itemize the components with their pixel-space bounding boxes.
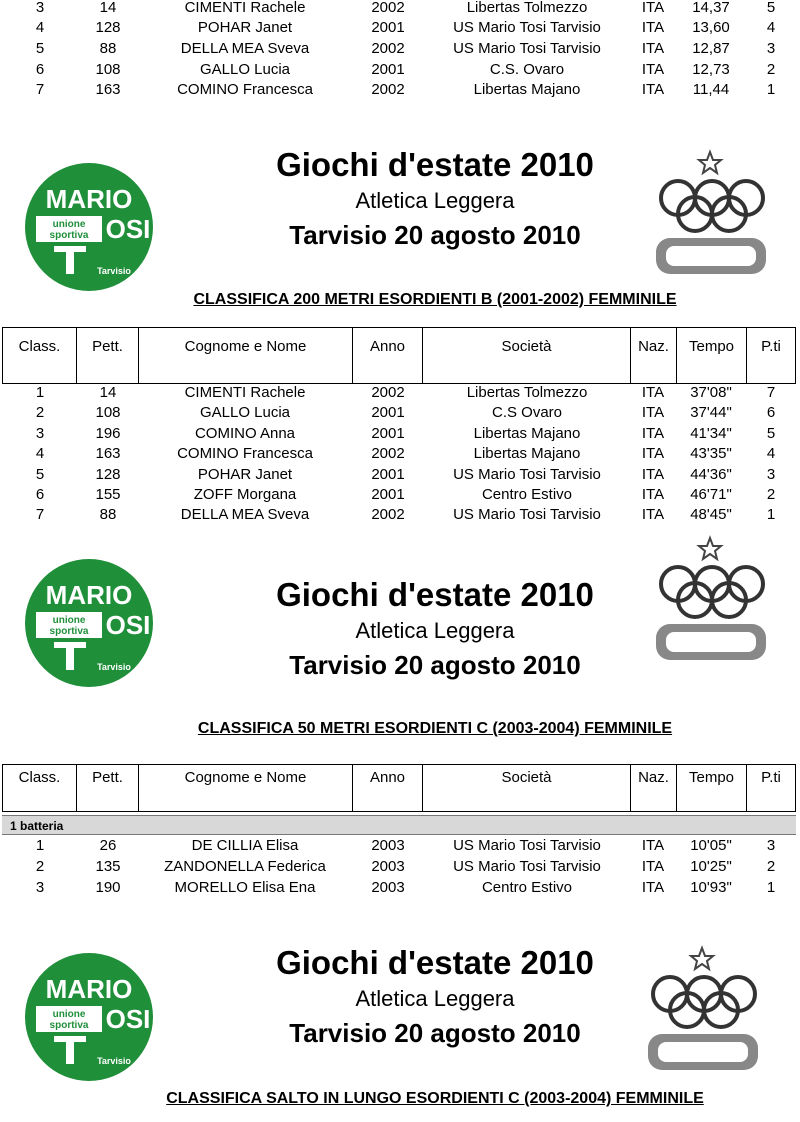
olympic-rings-icon xyxy=(640,944,770,1074)
table-row xyxy=(0,836,800,856)
table-cell: 14,37 xyxy=(692,0,730,16)
table-cell: Centro Estivo xyxy=(481,486,573,503)
table-cell: US Mario Tosi Tarvisio xyxy=(453,837,601,854)
table-cell: 163 xyxy=(95,81,121,98)
table-cell: US Mario Tosi Tarvisio xyxy=(453,506,601,523)
table-cell: ITA xyxy=(641,486,665,503)
table-cell: 196 xyxy=(95,425,121,442)
table-cell: 2002 xyxy=(371,445,405,462)
table-cell: ZOFF Morgana xyxy=(193,486,297,503)
table-cell: 43'35" xyxy=(690,445,732,462)
svg-text:unione: unione xyxy=(52,219,86,230)
table-cell: ITA xyxy=(641,404,665,421)
table-cell: 155 xyxy=(95,486,121,503)
table-cell: 48'45" xyxy=(690,506,732,523)
table-cell: 4 xyxy=(766,445,776,462)
table-cell: 3 xyxy=(766,40,776,57)
table-cell: 2002 xyxy=(371,384,405,401)
table-cell: 2002 xyxy=(371,506,405,523)
table-cell: Libertas Majano xyxy=(473,445,581,462)
table-cell: 3 xyxy=(766,466,776,483)
table-cell: DE CILLIA Elisa xyxy=(191,837,299,854)
results-table-1 xyxy=(0,0,800,100)
table-cell: Libertas Majano xyxy=(473,81,581,98)
table-cell: Libertas Majano xyxy=(473,425,581,442)
table-cell: 3 xyxy=(35,0,45,16)
section-caption: CLASSIFICA 50 METRI ESORDIENTI C (2003-2004) FEMMINILE xyxy=(197,720,673,737)
table-cell: 46'71" xyxy=(690,486,732,503)
table-cell: ITA xyxy=(641,837,665,854)
table-cell: 2003 xyxy=(371,837,405,854)
table-cell: US Mario Tosi Tarvisio xyxy=(453,466,601,483)
table-cell: CIMENTI Rachele xyxy=(184,384,306,401)
table-cell: 2001 xyxy=(371,19,405,36)
event-title: Giochi d'estate 2010 xyxy=(276,944,594,981)
table-cell: ITA xyxy=(641,81,665,98)
table-cell: 10'93" xyxy=(690,879,732,896)
table-cell: 4 xyxy=(35,445,45,462)
table-row xyxy=(0,39,800,59)
table-row xyxy=(0,878,800,898)
olympic-rings-icon xyxy=(648,534,778,664)
table-row xyxy=(0,18,800,38)
table-cell: 44'36" xyxy=(690,466,732,483)
table-cell: ITA xyxy=(641,61,665,78)
event-title: Giochi d'estate 2010 xyxy=(276,146,594,183)
svg-text:unione: unione xyxy=(52,1009,86,1020)
event-place-date: Tarvisio 20 agosto 2010 xyxy=(289,220,581,250)
table-cell: 2002 xyxy=(371,0,405,16)
table-row xyxy=(0,505,800,525)
table-cell: 12,73 xyxy=(692,61,730,78)
event-subtitle: Atletica Leggera xyxy=(355,188,515,213)
table-header: Class. Pett. Cognome e Nome Anno Società Naz. Tempo P.ti xyxy=(2,327,796,384)
table-cell: 108 xyxy=(95,61,121,78)
table-cell: GALLO Lucia xyxy=(199,404,291,421)
table-cell: 3 xyxy=(35,879,45,896)
mario-tosi-logo xyxy=(24,162,154,292)
svg-text:Tarvisio: Tarvisio xyxy=(97,266,131,276)
table-cell: ZANDONELLA Federica xyxy=(164,858,326,875)
table-cell: 5 xyxy=(35,40,45,57)
table-cell: Libertas Tolmezzo xyxy=(466,0,588,16)
table-cell: POHAR Janet xyxy=(197,19,293,36)
table-row xyxy=(0,424,800,444)
table-cell: 10'25" xyxy=(690,858,732,875)
table-cell: 5 xyxy=(35,466,45,483)
event-header-2 xyxy=(0,530,800,750)
table-cell: ITA xyxy=(641,0,665,16)
table-cell: COMINO Francesca xyxy=(177,445,313,462)
results-table-3 xyxy=(0,836,800,900)
section-caption: CLASSIFICA SALTO IN LUNGO ESORDIENTI C (2003-2004) FEMMINILE xyxy=(166,1090,704,1107)
table-cell: 5 xyxy=(766,425,776,442)
table-cell: ITA xyxy=(641,466,665,483)
svg-text:sportiva: sportiva xyxy=(49,230,89,241)
table-cell: 2001 xyxy=(371,486,405,503)
section-caption: CLASSIFICA 200 METRI ESORDIENTI B (2001-2002) FEMMINILE xyxy=(193,291,677,308)
table-cell: 10'05" xyxy=(690,837,732,854)
table-cell: 6 xyxy=(35,486,45,503)
table-cell: 26 xyxy=(99,837,117,854)
event-title: Giochi d'estate 2010 xyxy=(276,576,594,613)
table-row xyxy=(0,857,800,877)
table-cell: CIMENTI Rachele xyxy=(184,0,306,16)
event-place-date: Tarvisio 20 agosto 2010 xyxy=(289,650,581,680)
svg-text:Tarvisio: Tarvisio xyxy=(97,662,131,672)
table-cell: Libertas Tolmezzo xyxy=(466,384,588,401)
table-cell: DELLA MEA Sveva xyxy=(180,506,310,523)
table-cell: 1 xyxy=(35,384,45,401)
table-cell: 2 xyxy=(766,61,776,78)
table-cell: 1 xyxy=(766,879,776,896)
table-cell: ITA xyxy=(641,445,665,462)
table-cell: 12,87 xyxy=(692,40,730,57)
table-cell: 190 xyxy=(95,879,121,896)
table-cell: 7 xyxy=(35,81,45,98)
table-cell: 128 xyxy=(95,19,121,36)
table-cell: POHAR Janet xyxy=(197,466,293,483)
svg-text:sportiva: sportiva xyxy=(49,626,89,637)
table-cell: 6 xyxy=(766,404,776,421)
table-cell: 13,60 xyxy=(692,19,730,36)
table-cell: 37'44" xyxy=(690,404,732,421)
table-cell: 7 xyxy=(35,506,45,523)
event-header-3 xyxy=(0,930,800,1122)
svg-text:OSI: OSI xyxy=(105,1004,151,1034)
table-cell: 7 xyxy=(766,384,776,401)
table-cell: 3 xyxy=(766,837,776,854)
table-cell: MORELLO Elisa Ena xyxy=(174,879,316,896)
table-cell: 2001 xyxy=(371,404,405,421)
table-cell: 2001 xyxy=(371,425,405,442)
svg-text:Tarvisio: Tarvisio xyxy=(97,1056,131,1066)
table-cell: 88 xyxy=(99,40,117,57)
table-cell: US Mario Tosi Tarvisio xyxy=(453,858,601,875)
table-row xyxy=(0,0,800,18)
table-row xyxy=(0,465,800,485)
table-cell: 14 xyxy=(99,384,117,401)
table-cell: C.S. Ovaro xyxy=(489,61,565,78)
table-cell: DELLA MEA Sveva xyxy=(180,40,310,57)
svg-text:unione: unione xyxy=(52,615,86,626)
table-cell: 2002 xyxy=(371,81,405,98)
table-cell: 14 xyxy=(99,0,117,16)
table-row xyxy=(0,80,800,100)
table-cell: 2001 xyxy=(371,61,405,78)
table-cell: ITA xyxy=(641,506,665,523)
table-cell: 163 xyxy=(95,445,121,462)
table-cell: 135 xyxy=(95,858,121,875)
table-cell: 2 xyxy=(35,404,45,421)
table-cell: C.S Ovaro xyxy=(491,404,563,421)
table-cell: ITA xyxy=(641,425,665,442)
table-cell: 2 xyxy=(766,858,776,875)
table-cell: 37'08" xyxy=(690,384,732,401)
table-cell: 1 xyxy=(766,81,776,98)
svg-text:OSI: OSI xyxy=(105,214,151,244)
table-cell: 2003 xyxy=(371,879,405,896)
table-cell: US Mario Tosi Tarvisio xyxy=(453,19,601,36)
table-cell: 1 xyxy=(766,506,776,523)
svg-text:MARIO: MARIO xyxy=(45,580,133,610)
event-subtitle: Atletica Leggera xyxy=(355,986,515,1011)
heat-label: 1 batteria xyxy=(2,815,796,835)
table-cell: ITA xyxy=(641,40,665,57)
svg-text:OSI: OSI xyxy=(105,610,151,640)
svg-text:MARIO: MARIO xyxy=(45,974,133,1004)
table-cell: 2003 xyxy=(371,858,405,875)
svg-text:sportiva: sportiva xyxy=(49,1020,89,1031)
table-cell: 11,44 xyxy=(692,81,730,98)
table-cell: 108 xyxy=(95,404,121,421)
table-cell: 2002 xyxy=(371,40,405,57)
table-cell: ITA xyxy=(641,858,665,875)
table-header: Class. Pett. Cognome e Nome Anno Società Naz. Tempo P.ti xyxy=(2,764,796,812)
table-cell: 2 xyxy=(766,486,776,503)
event-subtitle: Atletica Leggera xyxy=(355,618,515,643)
table-cell: 128 xyxy=(95,466,121,483)
mario-tosi-logo xyxy=(24,558,154,688)
table-cell: ITA xyxy=(641,19,665,36)
table-cell: 5 xyxy=(766,0,776,16)
table-row xyxy=(0,444,800,464)
table-cell: COMINO Anna xyxy=(194,425,296,442)
event-header-1 xyxy=(0,140,800,308)
table-cell: ITA xyxy=(641,879,665,896)
event-place-date: Tarvisio 20 agosto 2010 xyxy=(289,1018,581,1048)
table-row xyxy=(0,383,800,403)
table-cell: 4 xyxy=(766,19,776,36)
table-cell: 41'34" xyxy=(690,425,732,442)
table-cell: 6 xyxy=(35,61,45,78)
table-cell: COMINO Francesca xyxy=(177,81,313,98)
table-row xyxy=(0,485,800,505)
table-cell: US Mario Tosi Tarvisio xyxy=(453,40,601,57)
table-cell: 3 xyxy=(35,425,45,442)
olympic-rings-icon xyxy=(648,148,778,278)
results-table-2 xyxy=(0,382,800,527)
table-cell: GALLO Lucia xyxy=(199,61,291,78)
table-cell: 88 xyxy=(99,506,117,523)
table-cell: 1 xyxy=(35,837,45,854)
table-row xyxy=(0,60,800,80)
table-row xyxy=(0,403,800,423)
mario-tosi-logo xyxy=(24,952,154,1082)
table-cell: 2001 xyxy=(371,466,405,483)
table-cell: ITA xyxy=(641,384,665,401)
table-cell: 2 xyxy=(35,858,45,875)
table-cell: Centro Estivo xyxy=(481,879,573,896)
svg-text:MARIO: MARIO xyxy=(45,184,133,214)
table-cell: 4 xyxy=(35,19,45,36)
